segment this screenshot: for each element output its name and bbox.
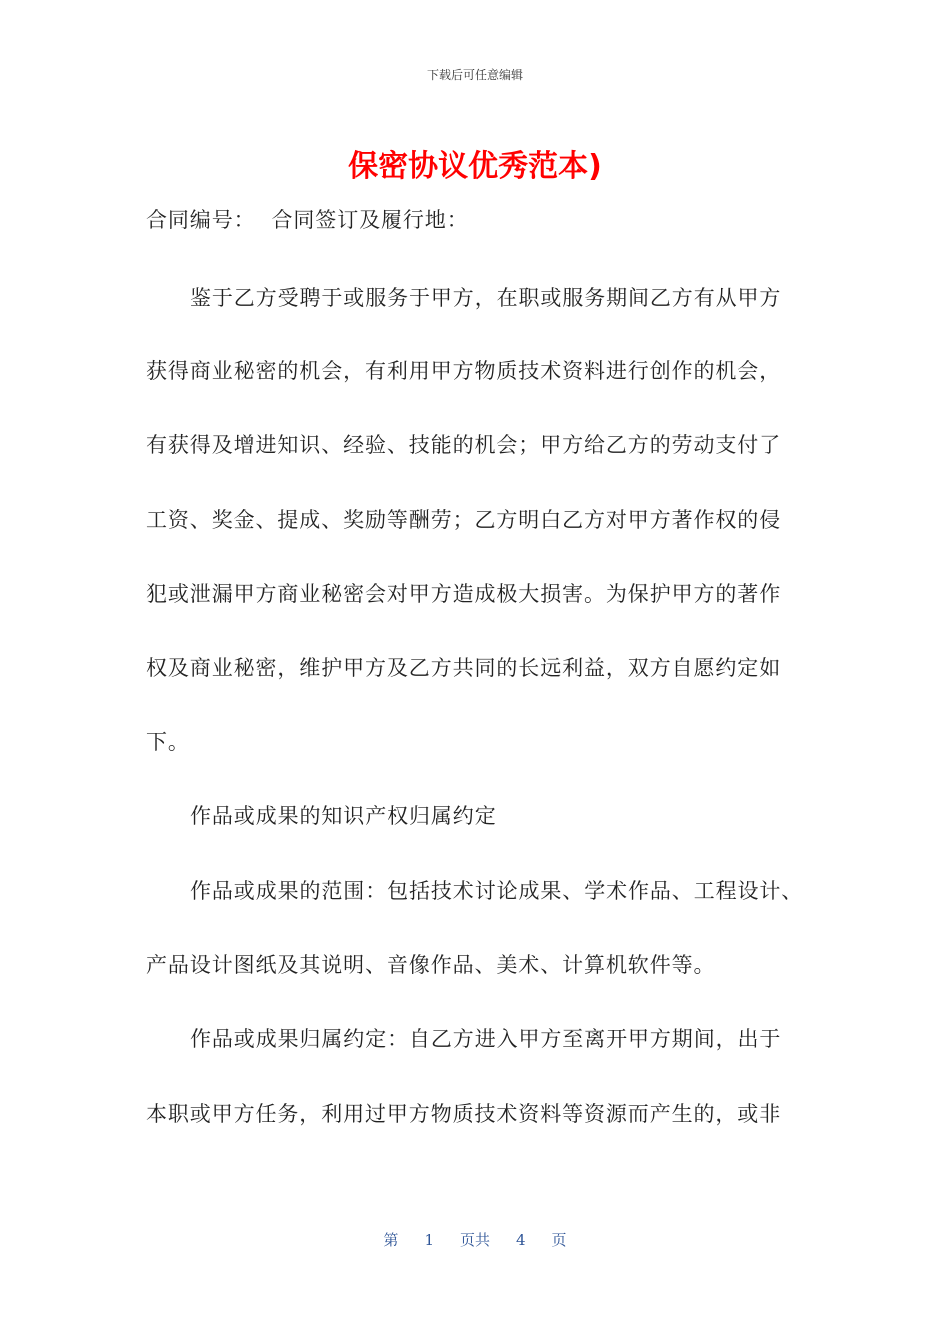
paragraph-line: 犯或泄漏甲方商业秘密会对甲方造成极大损害。为保护甲方的著作 bbox=[146, 582, 782, 606]
contract-place-label: 合同签订及履行地： bbox=[271, 208, 469, 232]
footer-page-suffix: 页 bbox=[551, 1231, 567, 1249]
contract-fields-line bbox=[146, 205, 469, 235]
paragraph-line: 获得商业秘密的机会，有利用甲方物质技术资料进行创作的机会， bbox=[146, 359, 782, 383]
footer-page-prefix: 第 bbox=[383, 1231, 399, 1249]
paragraph-line: 产品设计图纸及其说明、音像作品、美术、计算机软件等。 bbox=[146, 953, 716, 977]
section-heading: 作品或成果的知识产权归属约定 bbox=[190, 804, 497, 828]
document-title: 保密协议优秀范本) bbox=[348, 149, 602, 184]
paragraph-line: 本职或甲方任务，利用过甲方物质技术资料等资源而产生的，或非 bbox=[146, 1102, 782, 1126]
paragraph-line: 权及商业秘密，维护甲方及乙方共同的长远利益，双方自愿约定如 bbox=[146, 656, 782, 680]
paragraph-line: 有获得及增进知识、经验、技能的机会；甲方给乙方的劳动支付了 bbox=[146, 433, 782, 457]
paragraph-line: 鉴于乙方受聘于或服务于甲方，在职或服务期间乙方有从甲方 bbox=[190, 286, 782, 310]
footer-page-number: 1 bbox=[424, 1231, 434, 1249]
paragraph-line: 作品或成果的范围：包括技术讨论成果、学术作品、工程设计、 bbox=[190, 879, 804, 903]
paragraph-line: 作品或成果归属约定：自乙方进入甲方至离开甲方期间，出于 bbox=[190, 1027, 782, 1051]
paragraph-line: 工资、奖金、提成、奖励等酬劳；乙方明白乙方对甲方著作权的侵 bbox=[146, 508, 782, 532]
header-note: 下载后可任意编辑 bbox=[426, 68, 523, 82]
footer-page-total: 4 bbox=[516, 1231, 526, 1249]
footer-page-mid: 页共 bbox=[459, 1231, 490, 1249]
page-footer bbox=[0, 1230, 950, 1250]
paragraph-line: 下。 bbox=[146, 730, 190, 754]
contract-number-label: 合同编号： bbox=[146, 208, 256, 232]
